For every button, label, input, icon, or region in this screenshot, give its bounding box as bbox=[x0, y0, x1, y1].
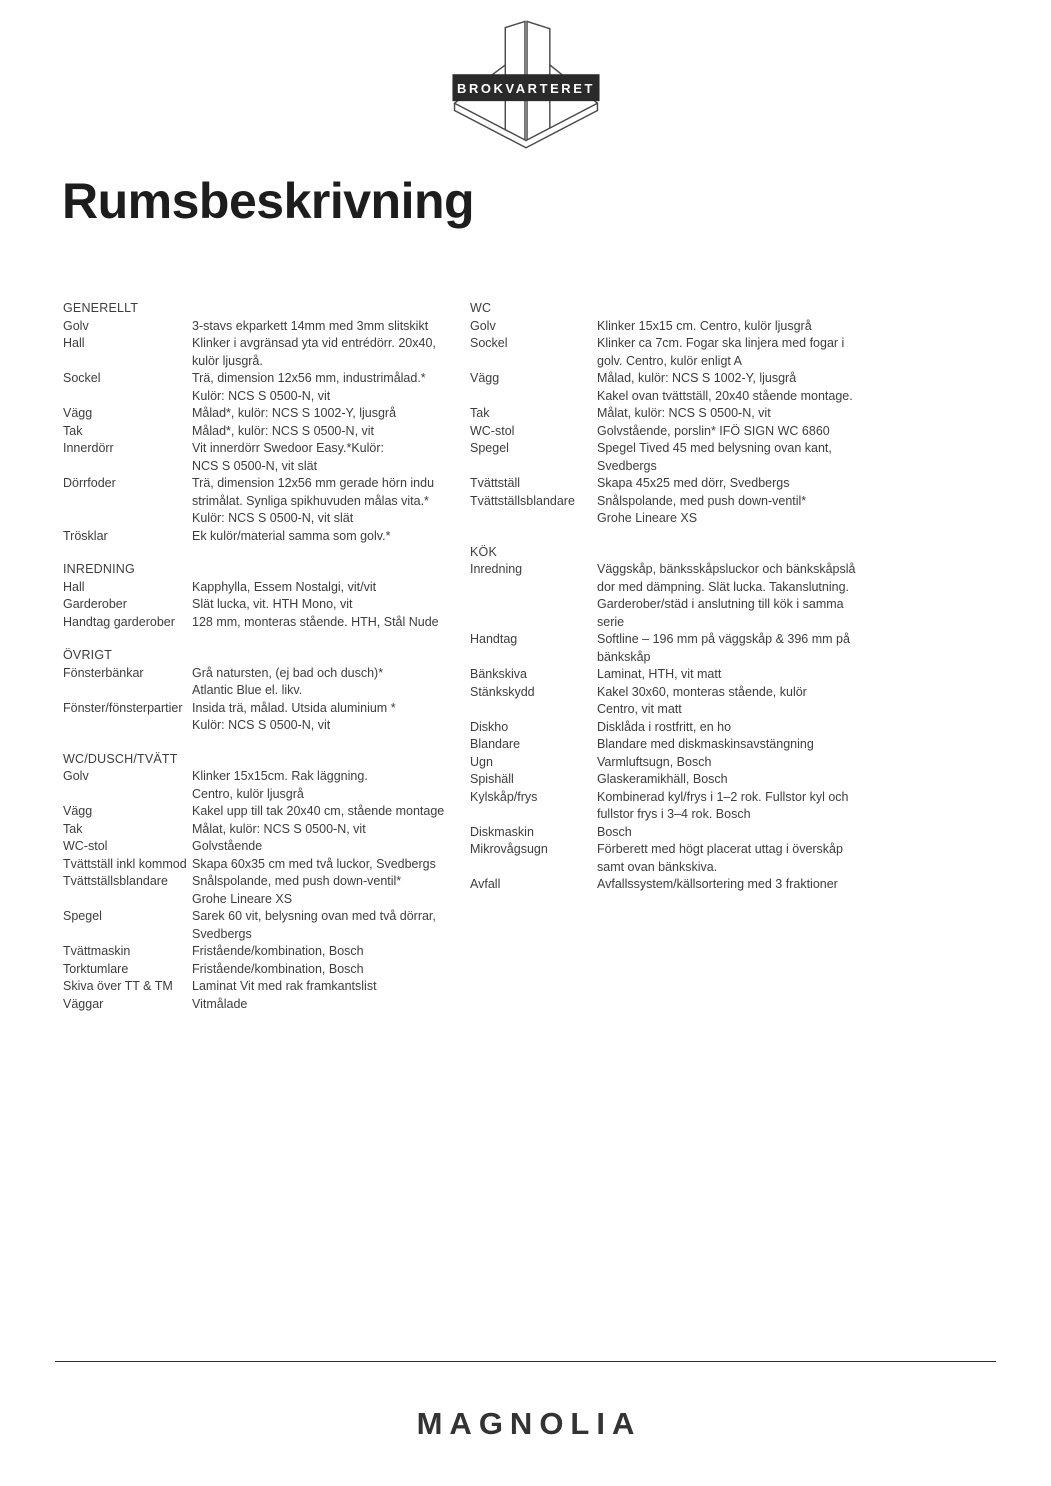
row-label: Väggar bbox=[63, 996, 104, 1011]
spec-row bbox=[63, 614, 471, 632]
row-value bbox=[597, 405, 895, 423]
spec-row bbox=[63, 596, 471, 614]
row-value bbox=[597, 841, 895, 876]
value-line: Kakel 30x60, monteras stående, kulör bbox=[597, 684, 807, 699]
brokvarteret-banner-text: BROKVARTERET bbox=[456, 80, 595, 96]
row-value bbox=[597, 370, 895, 405]
value-line: Centro, vit matt bbox=[597, 702, 682, 716]
row-label: Golv bbox=[63, 318, 89, 333]
value-line: Kulör: NCS S 0500-N, vit slät bbox=[192, 511, 354, 525]
row-label: Fönster/fönsterpartier bbox=[63, 700, 183, 715]
spec-row bbox=[470, 719, 895, 737]
row-value bbox=[597, 789, 895, 824]
row-label: Hall bbox=[63, 336, 85, 350]
building-icon bbox=[447, 10, 605, 155]
row-label: Sockel bbox=[470, 336, 508, 350]
magnolia-logo: MAGNOLIA bbox=[416, 1406, 642, 1441]
row-value bbox=[192, 768, 471, 803]
section-title: KÖK bbox=[470, 544, 497, 559]
row-value bbox=[597, 736, 895, 754]
row-value bbox=[597, 493, 895, 528]
spec-row bbox=[470, 475, 895, 493]
row-label: Golv bbox=[63, 769, 89, 783]
spec-row bbox=[63, 996, 471, 1014]
row-label: Golv bbox=[470, 318, 496, 333]
row-label: Mikrovågsugn bbox=[470, 842, 548, 856]
value-line: 128 mm, monteras stående. HTH, Stål Nude bbox=[192, 614, 439, 629]
value-line: Fristående/kombination, Bosch bbox=[192, 961, 364, 976]
value-line: Grohe Lineare XS bbox=[192, 891, 293, 906]
value-line: 3-stavs ekparkett 14mm med 3mm slitskikt bbox=[192, 318, 429, 333]
value-line: serie bbox=[597, 614, 625, 629]
section-title: INREDNING bbox=[63, 562, 135, 576]
value-line: Spegel Tived 45 med belysning ovan kant, bbox=[597, 441, 832, 455]
row-label: Blandare bbox=[470, 737, 521, 751]
spec-row bbox=[63, 405, 471, 423]
row-label: Avfall bbox=[470, 877, 501, 891]
value-line: Kulör: NCS S 0500-N, vit bbox=[192, 718, 331, 732]
row-value bbox=[597, 561, 895, 631]
row-label: Inredning bbox=[470, 562, 523, 576]
row-label: Tvättmaskin bbox=[63, 944, 131, 958]
row-value bbox=[597, 754, 895, 772]
spec-row bbox=[63, 700, 471, 735]
row-label: Tvättställ inkl kommod bbox=[63, 856, 187, 871]
row-value bbox=[192, 996, 471, 1014]
row-label: Diskho bbox=[470, 719, 509, 734]
value-line: Fristående/kombination, Bosch bbox=[192, 944, 364, 958]
value-line: Varmluftsugn, Bosch bbox=[597, 754, 712, 769]
section-title: GENERELLT bbox=[63, 301, 139, 315]
value-line: Kulör: NCS S 0500-N, vit bbox=[192, 388, 331, 403]
row-label: WC-stol bbox=[470, 423, 515, 438]
row-value bbox=[597, 876, 895, 894]
page-title: Rumsbeskrivning bbox=[62, 173, 475, 229]
value-line: golv. Centro, kulör enligt A bbox=[597, 353, 742, 368]
value-line: Softline – 196 mm på väggskåp & 396 mm på bbox=[597, 632, 850, 646]
value-line: Sarek 60 vit, belysning ovan med två dörrar, bbox=[192, 909, 436, 923]
value-line: Väggskåp, bänksskåpsluckor och bänkskåpslå bbox=[597, 562, 856, 576]
value-line: Trä, dimension 12x56 mm gerade hörn indu bbox=[192, 476, 435, 490]
value-line: strimålat. Synliga spikhuvuden målas vita.* bbox=[192, 493, 429, 508]
value-line: Klinker 15x15cm. Rak läggning. bbox=[192, 769, 368, 783]
spec-row bbox=[63, 978, 471, 996]
row-value bbox=[597, 666, 895, 684]
spec-row bbox=[63, 838, 471, 856]
value-line: Ek kulör/material samma som golv.* bbox=[192, 528, 391, 543]
value-line: Golvstående, porslin* IFÖ SIGN WC 6860 bbox=[597, 423, 830, 438]
spec-row bbox=[470, 841, 895, 876]
value-line: Kombinerad kyl/frys i 1–2 rok. Fullstor kyl och bbox=[597, 789, 849, 804]
value-line: Kakel ovan tvättställ, 20x40 stående montage. bbox=[597, 388, 853, 403]
value-line: Grohe Lineare XS bbox=[597, 511, 698, 525]
row-label: Vägg bbox=[470, 371, 500, 385]
value-line: Insida trä, målad. Utsida aluminium * bbox=[192, 700, 396, 715]
row-value bbox=[192, 423, 471, 441]
value-line: Målat, kulör: NCS S 0500-N, vit bbox=[597, 406, 771, 420]
section-title: WC/DUSCH/TVÄTT bbox=[63, 751, 178, 766]
value-line: Garderober/städ i anslutning till kök i samma bbox=[597, 597, 844, 611]
spec-row bbox=[470, 440, 895, 475]
spec-row bbox=[470, 824, 895, 842]
spec-row bbox=[63, 440, 471, 475]
row-value bbox=[597, 771, 895, 789]
value-line: Klinker 15x15 cm. Centro, kulör ljusgrå bbox=[597, 318, 812, 333]
row-label: Diskmaskin bbox=[470, 824, 534, 839]
spec-row bbox=[470, 736, 895, 754]
row-value bbox=[597, 335, 895, 370]
section-k-k bbox=[470, 544, 895, 894]
row-label: Dörrfoder bbox=[63, 476, 116, 490]
row-label: Handtag garderober bbox=[63, 614, 175, 629]
value-line: NCS S 0500-N, vit slät bbox=[192, 458, 318, 473]
spec-row bbox=[63, 528, 471, 546]
spec-row bbox=[63, 370, 471, 405]
value-line: Målad*, kulör: NCS S 1002-Y, ljusgrå bbox=[192, 406, 397, 420]
value-line: Klinker i avgränsad yta vid entrédörr. 20x40, bbox=[192, 336, 436, 350]
left-column bbox=[63, 300, 471, 1029]
value-line: Kapphylla, Essem Nostalgi, vit/vit bbox=[192, 579, 377, 594]
brokvarteret-logo bbox=[447, 10, 605, 155]
row-value bbox=[192, 405, 471, 423]
row-label: Vägg bbox=[63, 406, 93, 420]
row-value bbox=[597, 318, 895, 336]
value-line: Glaskeramikhäll, Bosch bbox=[597, 772, 728, 786]
value-line: Atlantic Blue el. likv. bbox=[192, 683, 303, 697]
value-line: Svedbergs bbox=[597, 458, 657, 473]
value-line: Slät lucka, vit. HTH Mono, vit bbox=[192, 597, 353, 611]
section-wc-dusch-tv-tt bbox=[63, 751, 471, 1014]
row-value bbox=[597, 824, 895, 842]
row-value bbox=[597, 475, 895, 493]
row-label: Spegel bbox=[63, 909, 102, 923]
row-label: Skiva över TT & TM bbox=[63, 979, 173, 993]
spec-row bbox=[470, 370, 895, 405]
spec-row bbox=[470, 493, 895, 528]
value-line: Förberett med högt placerat uttag i överskåp bbox=[597, 842, 843, 856]
section-title: WC bbox=[470, 301, 492, 315]
spec-row bbox=[470, 561, 895, 631]
spec-row bbox=[63, 768, 471, 803]
row-value bbox=[192, 665, 471, 700]
row-label: Tak bbox=[63, 423, 83, 438]
row-value bbox=[192, 838, 471, 856]
spec-row bbox=[470, 423, 895, 441]
row-label: Trösklar bbox=[63, 528, 108, 543]
value-line: Vit innerdörr Swedoor Easy.*Kulör: bbox=[192, 441, 384, 455]
row-label: Tvättställ bbox=[470, 476, 521, 490]
row-value bbox=[192, 475, 471, 528]
row-label: Tvättställsblandare bbox=[470, 493, 575, 508]
spec-row bbox=[470, 405, 895, 423]
row-value bbox=[192, 821, 471, 839]
spec-row bbox=[63, 803, 471, 821]
spec-row bbox=[63, 475, 471, 528]
value-line: samt ovan bänkskiva. bbox=[597, 859, 718, 874]
row-value bbox=[192, 335, 471, 370]
row-label: Hall bbox=[63, 579, 85, 594]
row-value bbox=[597, 684, 895, 719]
value-line: Golvstående bbox=[192, 839, 263, 853]
row-value bbox=[192, 943, 471, 961]
row-value bbox=[597, 719, 895, 737]
spec-row bbox=[470, 666, 895, 684]
value-line: Grå natursten, (ej bad och dusch)* bbox=[192, 665, 384, 680]
row-label: Stänkskydd bbox=[470, 684, 535, 699]
row-label: Sockel bbox=[63, 371, 101, 385]
spec-row bbox=[470, 789, 895, 824]
value-line: Snålspolande, med push down-ventil* bbox=[192, 874, 402, 888]
value-line: Skapa 60x35 cm med två luckor, Svedbergs bbox=[192, 856, 436, 871]
row-value bbox=[192, 528, 471, 546]
spec-row bbox=[63, 665, 471, 700]
spec-row bbox=[63, 908, 471, 943]
spec-row bbox=[63, 961, 471, 979]
value-line: Laminat, HTH, vit matt bbox=[597, 667, 722, 681]
row-value bbox=[192, 579, 471, 597]
value-line: Svedbergs bbox=[192, 926, 252, 941]
spec-row bbox=[63, 423, 471, 441]
value-line: Avfallssystem/källsortering med 3 fraktioner bbox=[597, 877, 838, 891]
row-label: Vägg bbox=[63, 804, 93, 818]
spec-row bbox=[63, 873, 471, 908]
right-column bbox=[470, 300, 895, 910]
section-title: ÖVRIGT bbox=[63, 648, 113, 662]
row-value bbox=[597, 440, 895, 475]
row-value bbox=[597, 423, 895, 441]
row-label: WC-stol bbox=[63, 839, 108, 853]
value-line: dor med dämpning. Slät lucka. Takanslutning. bbox=[597, 579, 850, 594]
value-line: Snålspolande, med push down-ventil* bbox=[597, 493, 807, 508]
value-line: fullstor frys i 3–4 rok. Bosch bbox=[597, 807, 751, 821]
row-label: Torktumlare bbox=[63, 961, 129, 976]
row-value bbox=[192, 803, 471, 821]
section-generellt bbox=[63, 300, 471, 545]
row-value bbox=[192, 318, 471, 336]
row-label: Bänkskiva bbox=[470, 667, 527, 681]
value-line: Centro, kulör ljusgrå bbox=[192, 786, 304, 801]
footer-divider bbox=[55, 1361, 996, 1362]
row-label: Spegel bbox=[470, 441, 509, 455]
row-value bbox=[192, 873, 471, 908]
spec-row bbox=[470, 684, 895, 719]
spec-row bbox=[63, 579, 471, 597]
value-line: Kakel upp till tak 20x40 cm, stående montage bbox=[192, 804, 445, 818]
section-wc bbox=[470, 300, 895, 528]
spec-row bbox=[63, 821, 471, 839]
spec-row bbox=[63, 943, 471, 961]
section-vrigt bbox=[63, 647, 471, 735]
value-line: Klinker ca 7cm. Fogar ska linjera med fogar i bbox=[597, 336, 845, 350]
row-label: Garderober bbox=[63, 597, 127, 611]
row-label: Ugn bbox=[470, 754, 493, 769]
spec-row bbox=[470, 318, 895, 336]
row-value bbox=[192, 978, 471, 996]
spec-row bbox=[63, 318, 471, 336]
row-value bbox=[192, 700, 471, 735]
row-value bbox=[192, 370, 471, 405]
spec-row bbox=[470, 771, 895, 789]
row-value bbox=[597, 631, 895, 666]
spec-row bbox=[470, 335, 895, 370]
value-line: bänkskåp bbox=[597, 649, 651, 664]
row-label: Kylskåp/frys bbox=[470, 789, 538, 804]
row-value bbox=[192, 440, 471, 475]
value-line: Skapa 45x25 med dörr, Svedbergs bbox=[597, 476, 790, 490]
row-label: Tvättställsblandare bbox=[63, 874, 168, 888]
spec-row bbox=[470, 754, 895, 772]
row-value bbox=[192, 961, 471, 979]
value-line: Målat, kulör: NCS S 0500-N, vit bbox=[192, 821, 366, 836]
spec-row bbox=[470, 876, 895, 894]
row-label: Tak bbox=[63, 821, 83, 836]
row-value bbox=[192, 908, 471, 943]
value-line: Vitmålade bbox=[192, 996, 248, 1011]
section-inredning bbox=[63, 561, 471, 631]
row-label: Tak bbox=[470, 406, 490, 420]
value-line: kulör ljusgrå. bbox=[192, 353, 263, 368]
value-line: Målad, kulör: NCS S 1002-Y, ljusgrå bbox=[597, 371, 797, 385]
value-line: Målad*, kulör: NCS S 0500-N, vit bbox=[192, 423, 375, 438]
value-line: Disklåda i rostfritt, en ho bbox=[597, 719, 732, 734]
value-line: Laminat Vit med rak framkantslist bbox=[192, 979, 377, 993]
spec-row bbox=[63, 856, 471, 874]
row-label: Fönsterbänkar bbox=[63, 665, 144, 680]
spec-row bbox=[470, 631, 895, 666]
row-label: Innerdörr bbox=[63, 441, 114, 455]
value-line: Bosch bbox=[597, 824, 632, 839]
row-value bbox=[192, 596, 471, 614]
row-label: Handtag bbox=[470, 632, 518, 646]
row-value bbox=[192, 856, 471, 874]
row-label: Spishäll bbox=[470, 772, 514, 786]
spec-row bbox=[63, 335, 471, 370]
value-line: Trä, dimension 12x56 mm, industrimålad.* bbox=[192, 371, 426, 385]
value-line: Blandare med diskmaskinsavstängning bbox=[597, 737, 814, 751]
row-value bbox=[192, 614, 471, 632]
